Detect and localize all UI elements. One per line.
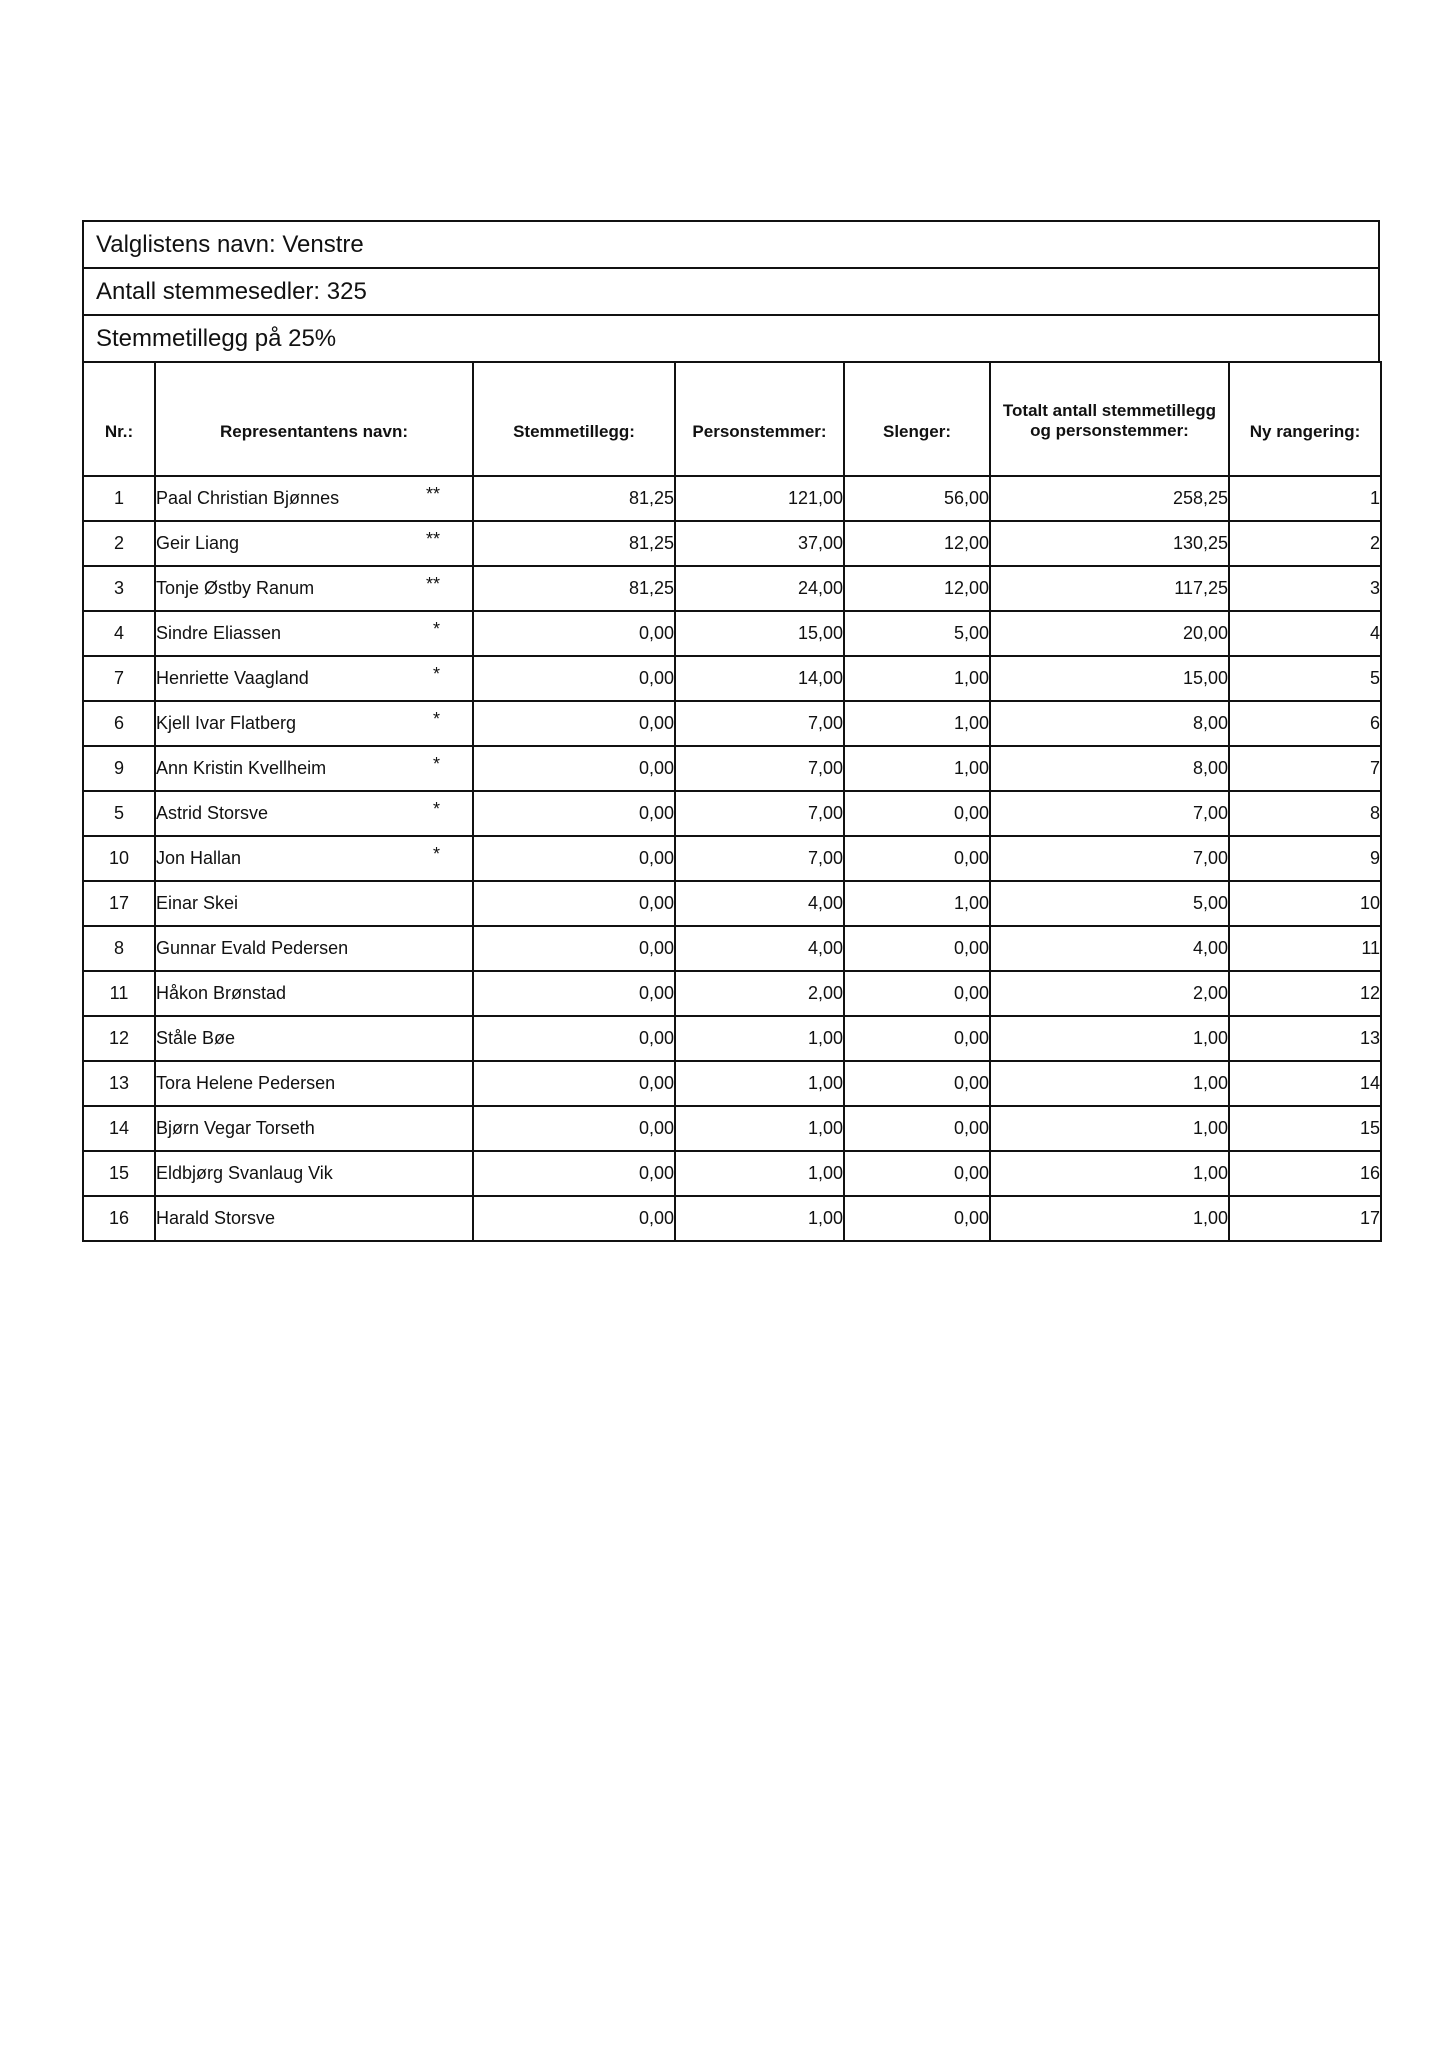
cell-rank: 3 [1229, 566, 1381, 611]
cell-slenger: 1,00 [844, 881, 990, 926]
bonus-mark: ** [425, 574, 440, 594]
cell-nr: 2 [83, 521, 155, 566]
cell-nr: 8 [83, 926, 155, 971]
cell-name [155, 1016, 473, 1061]
representative-name: Geir Liang [156, 533, 240, 553]
cell-rank: 6 [1229, 701, 1381, 746]
cell-total: 4,00 [990, 926, 1229, 971]
cell-bonus: 0,00 [473, 1061, 675, 1106]
cell-rank: 4 [1229, 611, 1381, 656]
cell-slenger: 1,00 [844, 746, 990, 791]
cell-name [155, 521, 473, 566]
cell-personal-votes: 7,00 [675, 746, 844, 791]
cell-slenger: 0,00 [844, 836, 990, 881]
cell-name [155, 1061, 473, 1106]
cell-rank: 2 [1229, 521, 1381, 566]
table-row [83, 701, 1381, 746]
cell-nr: 4 [83, 611, 155, 656]
table-row [83, 791, 1381, 836]
cell-slenger: 0,00 [844, 1061, 990, 1106]
cell-total: 8,00 [990, 701, 1229, 746]
table-row [83, 1016, 1381, 1061]
bonus-mark: * [432, 754, 440, 774]
cell-nr: 9 [83, 746, 155, 791]
cell-rank: 9 [1229, 836, 1381, 881]
cell-personal-votes: 7,00 [675, 791, 844, 836]
cell-total: 7,00 [990, 836, 1229, 881]
table-row [83, 1151, 1381, 1196]
header-total-line2: og personstemmer: [1030, 421, 1189, 440]
cell-rank: 15 [1229, 1106, 1381, 1151]
cell-slenger: 1,00 [844, 701, 990, 746]
cell-nr: 13 [83, 1061, 155, 1106]
cell-bonus: 0,00 [473, 746, 675, 791]
representative-name: Tonje Østby Ranum [156, 578, 315, 598]
bonus-mark: ** [425, 529, 440, 549]
cell-bonus: 0,00 [473, 611, 675, 656]
cell-slenger: 0,00 [844, 791, 990, 836]
cell-rank: 11 [1229, 926, 1381, 971]
cell-slenger: 0,00 [844, 971, 990, 1016]
cell-rank: 13 [1229, 1016, 1381, 1061]
table-row [83, 521, 1381, 566]
table-row [83, 746, 1381, 791]
table-row [83, 566, 1381, 611]
cell-personal-votes: 1,00 [675, 1061, 844, 1106]
header-row [83, 362, 1381, 476]
cell-rank: 7 [1229, 746, 1381, 791]
representative-name: Jon Hallan [156, 848, 242, 868]
cell-bonus: 0,00 [473, 1016, 675, 1061]
cell-total: 1,00 [990, 1151, 1229, 1196]
ballot-count: Antall stemmesedler: 325 [82, 267, 1380, 314]
representative-name: Eldbjørg Svanlaug Vik [156, 1163, 333, 1183]
table-row [83, 881, 1381, 926]
cell-personal-votes: 1,00 [675, 1151, 844, 1196]
cell-total: 1,00 [990, 1106, 1229, 1151]
bonus-mark: * [432, 619, 440, 639]
cell-total: 5,00 [990, 881, 1229, 926]
table-row [83, 1196, 1381, 1241]
cell-slenger: 0,00 [844, 1016, 990, 1061]
cell-total: 1,00 [990, 1196, 1229, 1241]
cell-bonus: 0,00 [473, 881, 675, 926]
cell-slenger: 12,00 [844, 521, 990, 566]
cell-rank: 1 [1229, 476, 1381, 521]
cell-bonus: 0,00 [473, 926, 675, 971]
table-row [83, 611, 1381, 656]
cell-bonus: 0,00 [473, 1106, 675, 1151]
bonus-mark: * [432, 709, 440, 729]
cell-name [155, 476, 473, 521]
results-table [82, 361, 1382, 1242]
cell-personal-votes: 37,00 [675, 521, 844, 566]
cell-personal-votes: 1,00 [675, 1106, 844, 1151]
representative-name: Sindre Eliassen [156, 623, 282, 643]
cell-name [155, 1151, 473, 1196]
cell-bonus: 0,00 [473, 836, 675, 881]
representative-name: Harald Storsve [156, 1208, 276, 1228]
cell-name [155, 1106, 473, 1151]
cell-personal-votes: 4,00 [675, 926, 844, 971]
cell-total: 2,00 [990, 971, 1229, 1016]
cell-rank: 17 [1229, 1196, 1381, 1241]
header-total [990, 362, 1229, 476]
cell-nr: 6 [83, 701, 155, 746]
cell-name [155, 566, 473, 611]
cell-personal-votes: 1,00 [675, 1016, 844, 1061]
cell-bonus: 81,25 [473, 476, 675, 521]
representative-name: Einar Skei [156, 893, 239, 913]
cell-personal-votes: 4,00 [675, 881, 844, 926]
cell-total: 8,00 [990, 746, 1229, 791]
header-personal-votes: Personstemmer: [675, 362, 844, 476]
cell-total: 20,00 [990, 611, 1229, 656]
table-row [83, 476, 1381, 521]
cell-bonus: 0,00 [473, 1151, 675, 1196]
cell-nr: 17 [83, 881, 155, 926]
cell-nr: 7 [83, 656, 155, 701]
bonus-mark: * [432, 844, 440, 864]
header-name: Representantens navn: [155, 362, 473, 476]
bonus-mark: * [432, 664, 440, 684]
cell-name [155, 971, 473, 1016]
table-row [83, 656, 1381, 701]
representative-name: Ståle Bøe [156, 1028, 236, 1048]
header-total-line1: Totalt antall stemmetillegg [1002, 401, 1217, 420]
table-row [83, 836, 1381, 881]
cell-name [155, 611, 473, 656]
bonus-mark: * [432, 799, 440, 819]
cell-total: 15,00 [990, 656, 1229, 701]
table-row [83, 1061, 1381, 1106]
cell-nr: 12 [83, 1016, 155, 1061]
cell-bonus: 0,00 [473, 791, 675, 836]
representative-name: Håkon Brønstad [156, 983, 287, 1003]
cell-nr: 3 [83, 566, 155, 611]
cell-bonus: 0,00 [473, 701, 675, 746]
cell-rank: 14 [1229, 1061, 1381, 1106]
bonus-mark: ** [425, 484, 440, 504]
cell-bonus: 81,25 [473, 521, 675, 566]
cell-rank: 12 [1229, 971, 1381, 1016]
cell-name [155, 746, 473, 791]
cell-total: 1,00 [990, 1061, 1229, 1106]
representative-name: Gunnar Evald Pedersen [156, 938, 349, 958]
cell-personal-votes: 7,00 [675, 836, 844, 881]
cell-slenger: 0,00 [844, 1106, 990, 1151]
cell-personal-votes: 24,00 [675, 566, 844, 611]
header-slenger: Slenger: [844, 362, 990, 476]
cell-rank: 16 [1229, 1151, 1381, 1196]
cell-name [155, 926, 473, 971]
list-name: Valglistens navn: Venstre [82, 220, 1380, 267]
cell-rank: 5 [1229, 656, 1381, 701]
cell-slenger: 0,00 [844, 1196, 990, 1241]
representative-name: Paal Christian Bjønnes [156, 488, 340, 508]
cell-nr: 11 [83, 971, 155, 1016]
cell-personal-votes: 121,00 [675, 476, 844, 521]
cell-nr: 5 [83, 791, 155, 836]
cell-total: 130,25 [990, 521, 1229, 566]
representative-name: Astrid Storsve [156, 803, 269, 823]
cell-nr: 1 [83, 476, 155, 521]
cell-bonus: 0,00 [473, 971, 675, 1016]
table-row [83, 971, 1381, 1016]
representative-name: Henriette Vaagland [156, 668, 309, 688]
representative-name: Ann Kristin Kvellheim [156, 758, 327, 778]
cell-slenger: 1,00 [844, 656, 990, 701]
representative-name: Bjørn Vegar Torseth [156, 1118, 315, 1138]
table-row [83, 1106, 1381, 1151]
bonus-percentage: Stemmetillegg på 25% [82, 314, 1380, 361]
cell-personal-votes: 15,00 [675, 611, 844, 656]
representative-name: Kjell Ivar Flatberg [156, 713, 297, 733]
cell-name [155, 881, 473, 926]
cell-nr: 16 [83, 1196, 155, 1241]
cell-total: 258,25 [990, 476, 1229, 521]
cell-rank: 8 [1229, 791, 1381, 836]
table-row [83, 926, 1381, 971]
cell-bonus: 81,25 [473, 566, 675, 611]
cell-personal-votes: 1,00 [675, 1196, 844, 1241]
result-sheet [82, 220, 1380, 1242]
cell-nr: 15 [83, 1151, 155, 1196]
header-bonus: Stemmetillegg: [473, 362, 675, 476]
cell-rank: 10 [1229, 881, 1381, 926]
header-rank: Ny rangering: [1229, 362, 1381, 476]
cell-personal-votes: 14,00 [675, 656, 844, 701]
cell-nr: 10 [83, 836, 155, 881]
cell-slenger: 5,00 [844, 611, 990, 656]
cell-slenger: 12,00 [844, 566, 990, 611]
cell-slenger: 0,00 [844, 926, 990, 971]
cell-name [155, 701, 473, 746]
cell-nr: 14 [83, 1106, 155, 1151]
cell-total: 7,00 [990, 791, 1229, 836]
cell-name [155, 656, 473, 701]
cell-total: 1,00 [990, 1016, 1229, 1061]
cell-name [155, 836, 473, 881]
cell-slenger: 56,00 [844, 476, 990, 521]
cell-bonus: 0,00 [473, 656, 675, 701]
header-nr: Nr.: [83, 362, 155, 476]
cell-slenger: 0,00 [844, 1151, 990, 1196]
cell-total: 117,25 [990, 566, 1229, 611]
cell-name [155, 1196, 473, 1241]
cell-name [155, 791, 473, 836]
representative-name: Tora Helene Pedersen [156, 1073, 336, 1093]
cell-bonus: 0,00 [473, 1196, 675, 1241]
cell-personal-votes: 2,00 [675, 971, 844, 1016]
cell-personal-votes: 7,00 [675, 701, 844, 746]
